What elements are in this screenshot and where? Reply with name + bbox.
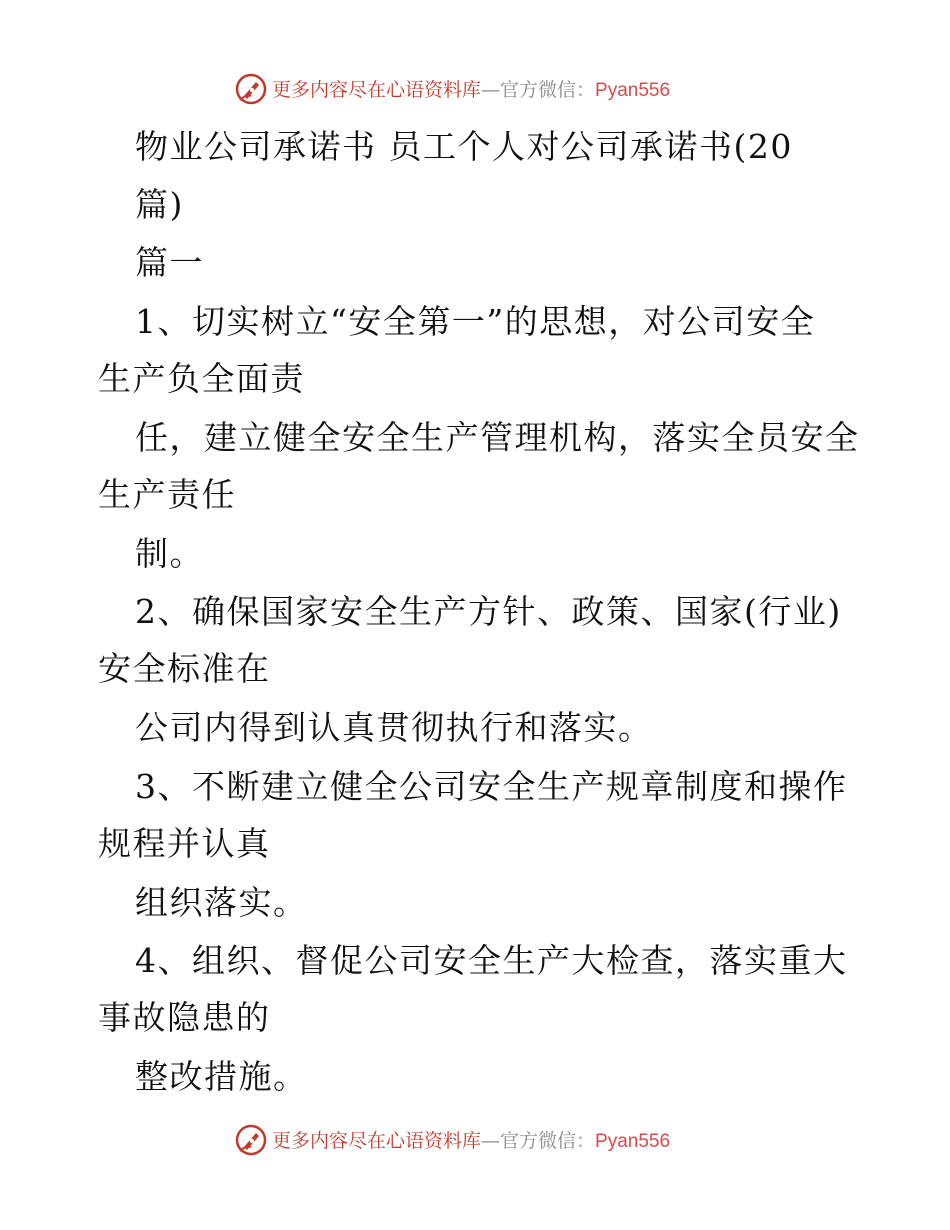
watermark-official-label: 官方微信：	[500, 79, 596, 101]
watermark-official-label: 官方微信：	[500, 1130, 596, 1152]
pen-nib-seal-icon	[234, 1123, 268, 1157]
watermark-wechat-id: Pyan556	[595, 80, 671, 101]
paragraph-line: 4、组织、督促公司安全生产大检查，落实重大	[135, 941, 848, 980]
paragraph-line: 公司内得到认真贯彻执行和落实。	[135, 708, 653, 747]
pen-nib-seal-icon	[234, 72, 268, 106]
paragraph-line: 安全标准在	[98, 649, 271, 688]
paragraph-line: 3、不断建立健全公司安全生产规章制度和操作	[135, 767, 848, 806]
paragraph-line: 整改措施。	[135, 1057, 308, 1096]
watermark-separator: —	[481, 1130, 501, 1152]
watermark-brand: 更多内容尽在心语资料库	[272, 79, 482, 101]
watermark-text	[272, 1129, 670, 1154]
document-title-continued: 篇)	[135, 185, 184, 224]
paragraph-line: 规程并认真	[98, 824, 271, 863]
section-heading: 篇一	[135, 243, 204, 282]
paragraph-line: 组织落实。	[135, 883, 308, 922]
paragraph-line: 生产负全面责	[98, 359, 305, 398]
paragraph-line: 事故隐患的	[98, 998, 271, 1037]
watermark-brand: 更多内容尽在心语资料库	[272, 1130, 482, 1152]
paragraph-line: 2、确保国家安全生产方针、政策、国家(行业)	[135, 592, 842, 631]
paragraph-line: 制。	[135, 534, 204, 573]
watermark-text	[272, 78, 670, 103]
footer-watermark	[0, 1121, 950, 1161]
document-title: 物业公司承诺书 员工个人对公司承诺书(20	[135, 127, 793, 166]
paragraph-line: 任，建立健全安全生产管理机构，落实全员安全	[135, 418, 860, 457]
paragraph-line: 1、切实树立“安全第一”的思想，对公司安全	[135, 302, 816, 341]
paragraph-line: 生产责任	[98, 475, 236, 514]
watermark-separator: —	[481, 79, 501, 101]
header-watermark	[0, 70, 950, 110]
watermark-wechat-id: Pyan556	[595, 1131, 671, 1152]
